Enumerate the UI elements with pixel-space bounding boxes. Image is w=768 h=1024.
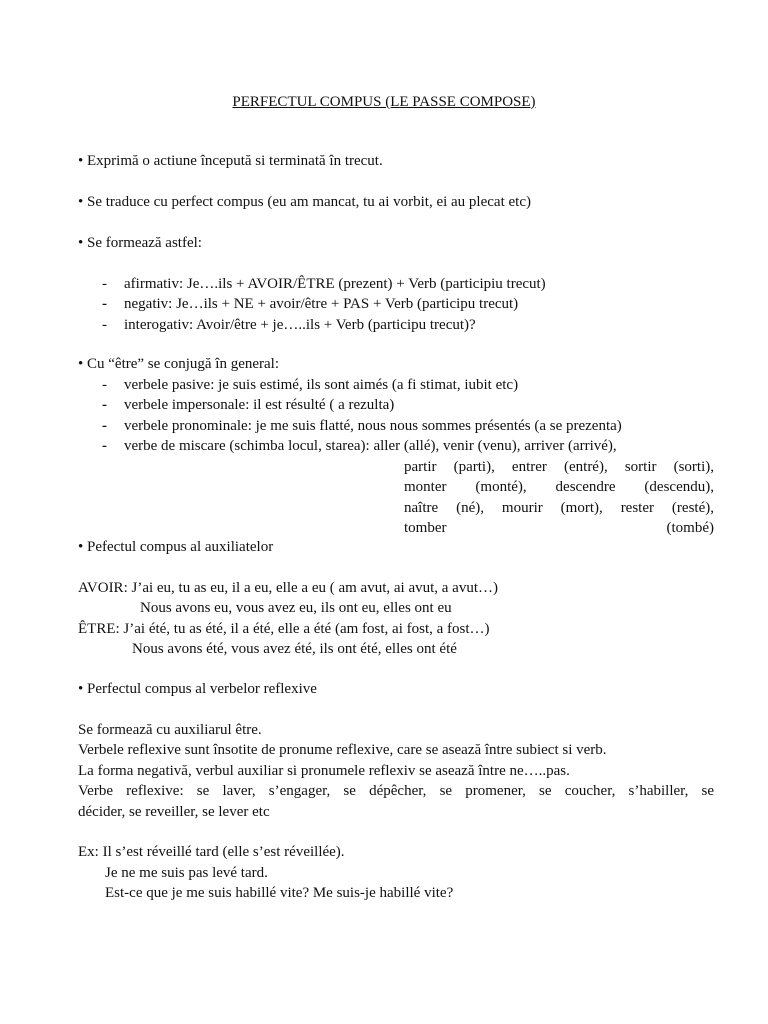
list-item-impersonal: - verbele impersonale: il est résulté ( a rezulta) — [102, 397, 395, 413]
etre-list — [78, 375, 714, 457]
formation-heading: • Se formează astfel: — [78, 235, 202, 251]
auxiliaries-section — [78, 537, 714, 660]
list-item-interrogative: - interogativ: Avoir/être + je…..ils + Verb (participu trecut)? — [102, 316, 476, 333]
formation-section — [78, 233, 714, 335]
formation-list — [78, 274, 714, 336]
example-line-2: Je ne me suis pas levé tard. — [105, 864, 268, 881]
etre-line-2: Nous avons été, vous avez été, ils ont été, elles ont été — [132, 641, 457, 657]
list-item-affirmative: - afirmativ: Je….ils + AVOIR/ÊTRE (prezent) + Verb (participiu trecut) — [102, 275, 546, 292]
statement-translation: • Se traduce cu perfect compus (eu am mancat, tu ai vorbit, ei au plecat etc) — [78, 194, 531, 210]
examples-section — [78, 842, 714, 904]
page-title: PERFECTUL COMPUS (LE PASSE COMPOSE) — [232, 94, 536, 110]
reflexive-heading: • Perfectul compus al verbelor reflexive — [78, 681, 317, 697]
example-line-1: Ex: Il s’est réveillé tard (elle s’est réveillée). — [78, 844, 345, 860]
avoir-line-2: Nous avons eu, vous avez eu, ils ont eu, elles ont eu — [140, 600, 452, 616]
etre-section — [78, 354, 714, 539]
example-line-3: Est-ce que je me suis habillé vite? Me suis-je habillé vite? — [105, 885, 454, 901]
avoir-line-1: AVOIR: J’ai eu, tu as eu, il a eu, elle a eu ( am avut, ai avut, a avut…) — [78, 579, 499, 596]
list-item-negative: - negativ: Je…ils + NE + avoir/être + PAS + Verb (participu trecut) — [102, 296, 519, 312]
motion-verbs-continuation: partir (parti), entrer (entré), sortir (sorti), monter (monté), descendre (descendu), naître (né), mourir (mort), rester (resté), tomber (tombé) — [404, 458, 714, 536]
etre-line-1: ÊTRE: J’ai été, tu as été, il a été, elle a été (am fost, ai fost, a fost…) — [78, 620, 490, 637]
auxiliaries-heading: • Pefectul compus al auxiliatelor — [78, 539, 274, 555]
list-item-passive: - verbele pasive: je suis estimé, ils sont aimés (a fi stimat, iubit etc) — [102, 376, 519, 393]
statement-definition: • Exprimă o actiune începută si terminată în trecut. — [78, 153, 383, 169]
list-item-pronominal: - verbele pronominale: je me suis flatté, nous nous sommes présentés (a se prezenta) — [102, 417, 622, 434]
etre-heading: • Cu “être” se conjugă în general: — [78, 356, 279, 372]
list-item-motion: - verbe de miscare (schimba locul, starea): aller (allé), venir (venu), arriver (arrivé), — [102, 438, 617, 454]
reflexive-section — [78, 679, 714, 822]
reflexive-paragraph: Se formează cu auxiliarul être. Verbele reflexive sunt însotite de pronume reflexive, care se asează între subiect si verb. La forma negativă, verbul auxiliar si pronumele reflexiv se asează între ne…..pas. Verbe reflexive: se laver, s’engager, se dépêcher, se promener, se coucher, s’habiller, se décider, se reveiller, se lever etc — [78, 721, 714, 820]
